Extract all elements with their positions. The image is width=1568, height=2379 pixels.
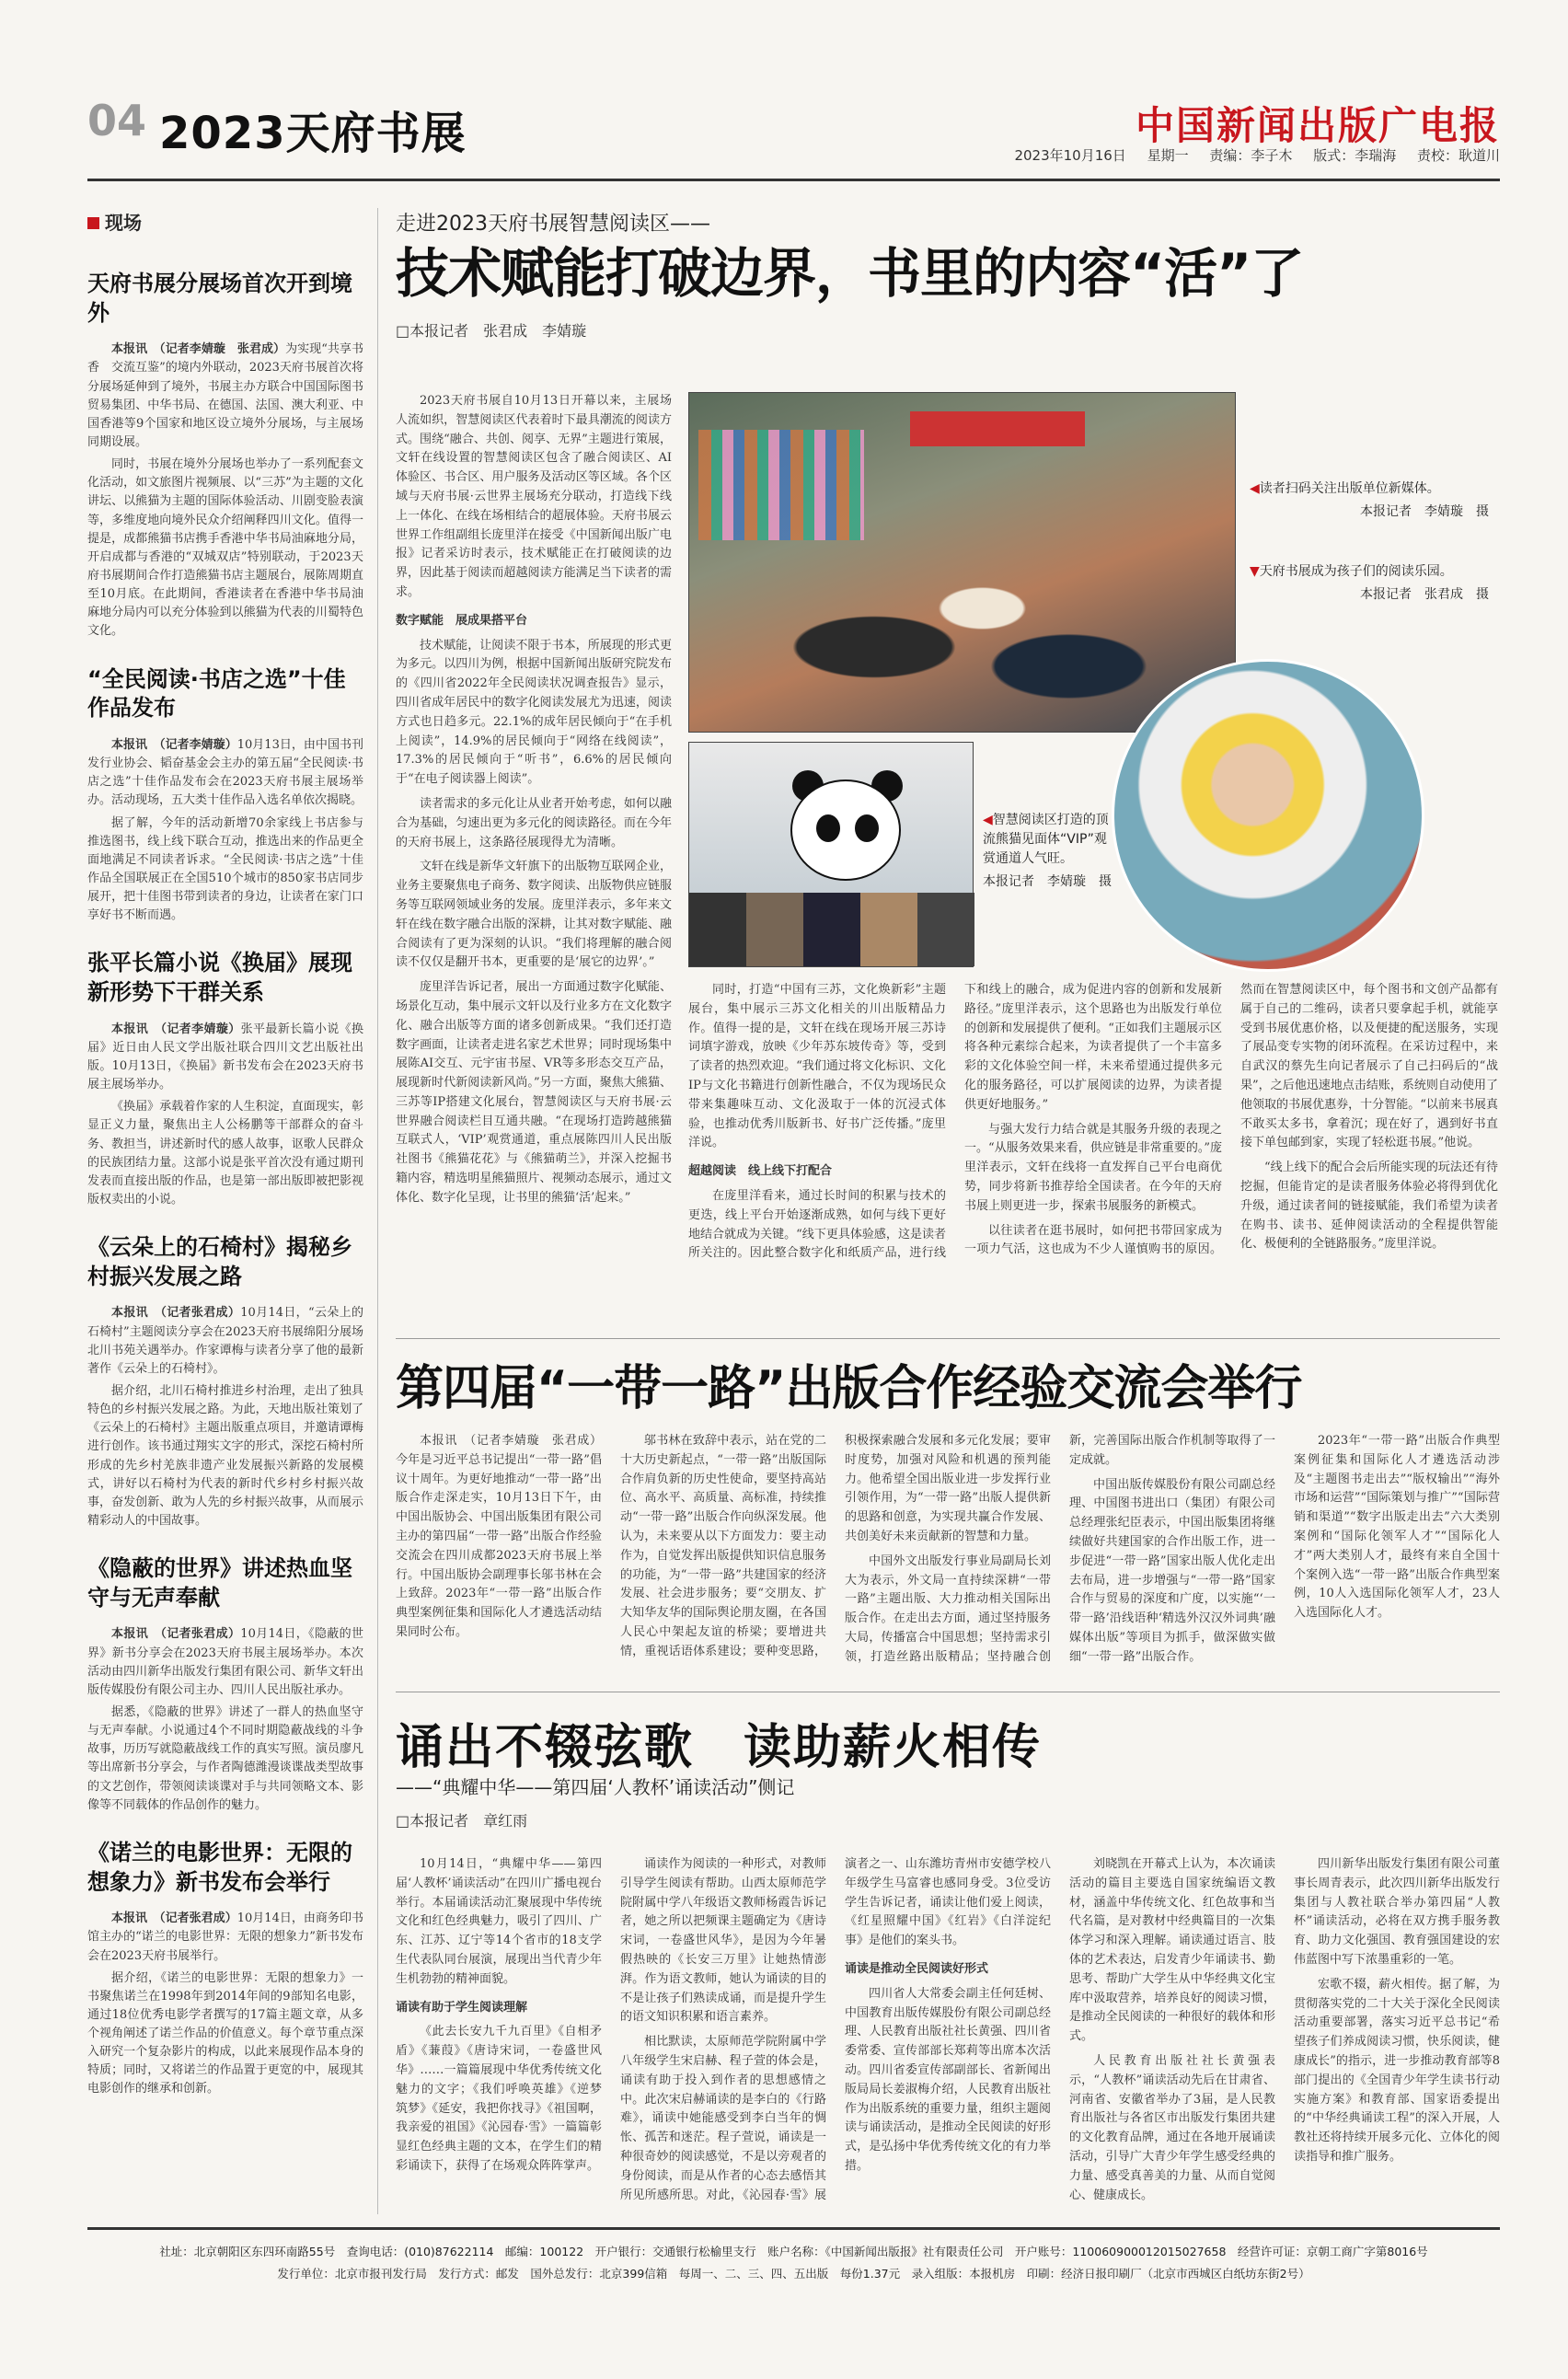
panda-eye-icon: [855, 814, 879, 842]
issue-weekday: 星期一: [1147, 147, 1189, 164]
sidebar-story-byline: 本报讯 （记者李婧璇）: [111, 737, 237, 752]
story1-kicker: 走进2023天府书展智慧阅读区——: [396, 213, 710, 236]
story1-subhead-1: 数字赋能 展成果搭平台: [396, 613, 528, 628]
story3-headline: 诵出不辍弦歌 读助薪火相传: [396, 1720, 1043, 1775]
panda-exhibit-photo: [688, 742, 974, 967]
sidebar-story-paragraph: 据介绍，《诺兰的电影世界：无限的想象力》一书聚焦诺兰在1998年到2014年间的9部知名电影，通过18位优秀电影学者撰写的17篇主题文章，从多个视角阐述了诺兰作品的价值意义。每个章节重点深入研究一个复杂影片的构成，以此来展现作品本身的特质；同时，又将诺兰的作品置于更宽的中，展现其电影创作的继承和创新。: [87, 1970, 363, 2096]
paragraph: 刘晓凯在开幕式上认为，本次诵读活动的篇目主要选自国家统编语文教材，涵盖中华传统文化、红色故事和当代名篇，是对教材中经典篇目的一次集体学习和深入理解。诵读通过语言、肢体的艺术表达，启发青少年诵读书、勤思考、帮助广大学生从中华经典文化宝库中汲取营养，培养良好的阅读习惯，是推动全民阅读的一种很好的载体和形式。: [1069, 1857, 1275, 2044]
story3-subhead-1: 诵读有助于学生阅读理解: [396, 2000, 528, 2015]
story1-lead: [396, 392, 672, 603]
photo-caption-3: [983, 811, 1112, 892]
issue-date: 2023年10月16日: [1014, 147, 1126, 164]
triangle-down-icon: ▼: [1250, 564, 1260, 579]
issue-meta: [997, 145, 1500, 165]
sidebar-story-title: 张平长篇小说《换届》展现新形势下干群关系: [87, 950, 352, 1006]
caption-2-text: 天府书展成为孩子们的阅读乐园。: [1259, 564, 1453, 579]
story1-subhead-2: 超越阅读 线上线下打配合: [688, 1164, 833, 1179]
story1-left-column: [396, 392, 672, 1322]
issue-proof: 责校：耿道川: [1416, 147, 1500, 164]
paragraph: “线上线下的配合会后所能实现的玩法还有待挖掘，但能肯定的是读者服务体验必将得到优化升级，通过读者间的链接赋能，我们希望为读者在购书、读书、延伸阅读活动的全程提供智能化、极便利的全链路服务。”庞里洋说。: [1240, 1161, 1498, 1252]
photo-collage: [688, 392, 1498, 967]
column-divider: [377, 208, 378, 2214]
sidebar-story-paragraph: 本报讯 （记者李婧璇）10月13日，由中国书刊发行业协会、韬奋基金会主办的第五届“全民阅读·书店之选”十佳作品发布会在2023天府书展主展场举办。活动现场，五大类十佳作品入选名单依次揭晓。: [87, 737, 363, 808]
story1-body1: [396, 637, 672, 1208]
story2-text: [396, 1432, 1500, 1680]
paragraph: 中国外文出版发行事业局副局长刘大为表示，外文局一直持续深耕“一带一路”主题出版、大力推动相关国际出版合作。在走出去方面，通过坚持服务大局，传播富合中国思想；坚持需求引领，打造丝路出版精品；坚持融合创新，完善国际出版合作机制等取得了一定成就。: [845, 1434, 1275, 1664]
paragraph: 10月14日，“典耀中华——第四届‘人教杯’诵读活动”在四川广播电视台举行。本届诵读活动汇聚展现中华传统文化和红色经典魅力，吸引了四川、广东、江苏、辽宁等14个省市的18支学生代表队同台展演，展现出当代青少年生机勃勃的精神面貌。: [396, 1857, 602, 1986]
triangle-left-icon: ◀: [983, 813, 993, 827]
story1-headline: 技术赋能打破边界，书里的内容“活”了: [396, 242, 1304, 305]
newspaper-logo: 中国新闻出版广电报: [1135, 103, 1500, 148]
panda-face-icon: [790, 780, 901, 881]
page-number: 04: [87, 96, 147, 145]
paragraph: 诵读作为阅读的一种形式，对教师引导学生阅读有帮助。山西太原师范学院附属中学八年级语文教师杨霞告诉记者，她之所以把频课主题确定为《唐诗宋词，一卷盛世风华》，是因为今年暑假热映的《长安三万里》让她热情澎湃。作为语文教师，她认为诵读的目的不是让孩子们熟读成诵，而是提升学生的语文知识积累和语言素养。: [620, 1857, 826, 2025]
paragraph: 庞里洋告诉记者，展出一方面通过数字化赋能、场景化互动，集中展示文轩以及行业多方在文化数字化、融合出版等方面的诸多创新成果。“我们还打造数字画面，让读者走进名家艺术世界；同时现场集中展陈AI交互、元宇宙书屋、VR等多形态交互产品，展现新时代新阅读新风尚。”另一方面，聚焦大熊猫、三苏等IP搭建文化展台，智慧阅读区与天府书展·云世界融合阅读栏目互通共融。“在现场打造跨越熊猫互联式人，‘VIP’观赏通道，重点展陈四川人民出版社图书《熊猫花花》与《熊猫萌兰》，并深入挖掘书籍内容，精选明星熊猫照片、视频动态展示，通过文体化、数字化呈现，让书里的熊猫‘活’起来。”: [396, 980, 672, 1205]
bookfair-crowd-photo: [688, 392, 1236, 733]
sidebar-story-byline: 本报讯 （记者李婧璇）: [111, 1022, 241, 1036]
crowd-graphic: [689, 893, 974, 966]
story3-byline: □本报记者 章红雨: [396, 1812, 528, 1830]
story3-columns: [396, 1855, 1500, 2379]
issue-designer: 版式：李瑞海: [1313, 147, 1397, 164]
page-title: 2023天府书展: [159, 108, 467, 159]
footer-line-1: 社址：北京朝阳区东四环南路55号 查询电话：(010)87622114 邮编：100122 开户银行：交通银行松榆里支行 账户名称：《中国新闻出版报》社有限责任公司 开户账号：110060900012015027658 经营许可证：京朝工商广字第8016号: [159, 2245, 1428, 2258]
paragraph: 2023年“一带一路”出版合作典型案例征集和国际化人才遴选活动涉及“主题图书走出去”“版权输出”“海外市场和运营”“国际策划与推广”“国际营销和渠道”“数字出版走出去”六大类别案例和“国际化领军人才”“国际化人才”两大类别人才，最终有来自全国十个案例入选“一带一路”出版合作典型案例，10人入选国际化领军人才，23人入选国际化人才。: [1294, 1434, 1500, 1621]
story1-col2-text: [688, 981, 946, 1153]
story3-col-a: [396, 1855, 1500, 2379]
sidebar-story-title: 《诺兰的电影世界：无限的想象力》新书发布会举行: [87, 1839, 352, 1895]
issue-editor: 责编：李子木: [1209, 147, 1293, 164]
main-content: [396, 208, 1500, 2205]
caption-2-credit: 本报记者 张君成 摄: [1360, 587, 1489, 602]
paragraph: 邬书林在致辞中表示，站在党的二十大历史新起点，“一带一路”出版国际合作肩负新的历史性使命，要坚持高站位、高水平、高质量、高标准，持续推动“一带一路”出版合作向纵深发展。他认为，未来要从以下方面发力：要主动作为，自觉发挥出版提供知识信息服务的功能，为“一带一路”共建国家的经济发展、社会进步服务；要“交朋友、扩大知华友华的国际舆论朋友圈，在各国人民心中架起友谊的桥梁；要增进共情，重视话语体系建设；要种变思路，积极探索融合发展和多元化发展；要审时度势，加强对风险和机遇的预判能力。他希望全国出版业进一步发挥行业引领作用，为“一带一路”出版人提供新的思路和创意，为实现共赢合作发展、共创美好未来贡献新的智慧和力量。: [620, 1434, 1051, 1658]
visitors-graphic: [744, 531, 1177, 724]
caption-1-text: 读者扫码关注出版单位新媒体。: [1259, 481, 1440, 496]
sidebar-story: [87, 1233, 363, 1530]
sidebar-story-paragraph: 本报讯 （记者张君成）10月14日，“云朵上的石椅村”主题阅读分享会在2023天府书展绵阳分展场北川书苑关遇举办。作家谭梅与读者分享了他的最新著作《云朵上的石椅村》。: [87, 1306, 363, 1376]
sidebar-story-title: 天府书展分展场首次开到境外: [87, 271, 352, 326]
sidebar-story: [87, 1554, 363, 1815]
booth-banner: [910, 411, 1085, 446]
sidebar-story-byline: 本报讯 （记者张君成）: [111, 1911, 237, 1926]
paragraph: 同时，打造“中国有三苏，文化焕新彩”主题展台，集中展示三苏文化相关的川出版精品力作。值得一提的是，文轩在线在现场开展三苏诗词填字游戏，放映《少年苏东坡传奇》等，受到了读者的热烈欢迎。“我们通过将文化标识、文化IP与文化书籍进行创新性融合，不仅为现场民众带来集趣味互动、文化汲取于一体的沉浸式体验，也推动优秀川版新书、好书广泛传播。”庞里洋说。: [688, 983, 946, 1150]
photo-caption-1: [1250, 479, 1489, 522]
caption-1-credit: 本报记者 李婧璇 摄: [1360, 504, 1489, 519]
paragraph: 四川新华出版发行集团有限公司董事长周青表示，此次四川新华出版发行集团与人教社联合举办第四届“人教杯”诵读活动，必将在双方携手服务教育、助力文化强国、教育强国建设的宏伟蓝图中写下浓墨重彩的一笔。: [1294, 1857, 1500, 1967]
masthead: [87, 96, 1500, 162]
sidebar-story: [87, 1839, 363, 2099]
child-reading-photo: [1112, 659, 1424, 972]
photo-caption-2: [1250, 562, 1489, 605]
triangle-left-icon: ◀: [1250, 481, 1260, 496]
caption-3-text: 智慧阅读区打造的顶流熊猫见面体“VIP”观赏通道人气旺。: [983, 813, 1109, 866]
sidebar-story-title: 《隐蔽的世界》讲述热血坚守与无声奉献: [87, 1555, 352, 1611]
paragraph: 四川省人大常委会副主任何廷树、中国教育出版传媒股份有限公司副总经理、人民教育出版社社长黄强、四川省委常委、宣传部部长郑莉等出席本次活动。四川省委宣传部副部长、省新闻出版局局长姜淑梅介绍，人民教育出版社作为出版系统的重要力量，组织主题阅读与诵读活动，是推动全民阅读的好形式，是弘扬中华优秀传统文化的有力举措。: [845, 1986, 1051, 2173]
story1-columns: [688, 981, 1498, 1340]
sidebar-story-paragraph: 本报讯 （记者张君成）10月14日，《隐蔽的世界》新书分享会在2023天府书展主展场举办。本次活动由四川新华出版发行集团有限公司、新华文轩出版传媒股份有限公司主办、四川人民出版社承办。: [87, 1627, 363, 1697]
section-tag: [87, 208, 363, 235]
sidebar-story: [87, 270, 363, 641]
sidebar-story: [87, 665, 363, 926]
section-rule: [396, 1338, 1500, 1339]
story3-subtitle: ——“典耀中华——第四届‘人教杯’诵读活动”侧记: [396, 1776, 795, 1798]
sidebar-story: [87, 949, 363, 1209]
story3-col1-text: [396, 1855, 602, 1990]
paragraph: 宏歌不辍，薪火相传。据了解，为贯彻落实党的二十大关于深化全民阅读活动重要部署，落实习近平总书记“希望孩子们养成阅读习惯，快乐阅读，健康成长”的指示，进一步推动教育部等8部门提出的《全国青少年学生读书行动实施方案》和教育部、国家语委提出的“中华经典诵读工程”的深入开展，人教社还将持续开展多元化、立体化的阅读指导和推广服务。: [1294, 1977, 1500, 2164]
paragraph: 《此去长安九千九百里》《自相矛盾》《蒹葭》《唐诗宋词，一卷盛世风华》……一篇篇展现中华优秀传统文化魅力的文字；《我们呼唤英雄》《逆梦 筑梦》《延安，我把你找寻》《祖国啊，我亲爱的祖国》《沁园春·雪》一篇篇彰显红色经典主题的文本，在学生们的精彩诵读下，获得了在场观众阵阵掌声。: [396, 2025, 602, 2173]
paragraph: 读者需求的多元化让从业者开始考虑，如何以融合为基础，匀速出更为多元化的阅读路径。而在今年的天府书展上，这条路径展现得尤为清晰。: [396, 796, 672, 849]
story1-byline: □本报记者 张君成 李婧璇: [396, 321, 587, 340]
footer-line-2: 发行单位：北京市报刊发行局 发行方式：邮发 国外总发行：北京399信箱 每周一、二、三、四、五出版 每份1.37元 录入组版：本报机房 印刷：经济日报印刷厂（北京市西城区白纸坊东街2号）: [277, 2266, 1310, 2281]
sidebar-story-paragraph: 据了解，今年的活动新增70余家线上书店参与推选图书，线上线下联合互动，推选出来的作品更全面地满足不同读者诉求。“全民阅读·书店之选”十佳作品全国联展正在全国510个城市的850家书店同步展开，把十佳图书带到读者的身边，让读者在家门口享好书不断而遇。: [87, 815, 363, 923]
red-square-icon: [87, 217, 99, 229]
top-rule: [87, 179, 1500, 181]
sidebar-story-title: 《云朵上的石椅村》揭秘乡村振兴发展之路: [87, 1234, 352, 1289]
sidebar-story-paragraph: 据介绍，北川石椅村推进乡村治理，走出了独具特色的乡村振兴发展之路。为此，天地出版社策划了《云朵上的石椅村》主题出版重点项目，并邀请谭梅进行创作。该书通过翔实文字的形式，深挖石椅村所形成的先乡村羌族非遗产业发展振兴新路的发展模式，讲好以石椅村为代表的新时代乡村乡村振兴故事，奋发创新、敢为人先的乡村振兴故事，从而展示精彩动人的中国故事。: [87, 1384, 363, 1528]
sidebar-story-title: “全民阅读·书店之选”十佳作品发布: [87, 665, 346, 722]
sidebar-story-paragraph: 本报讯 （记者李婧璇）张平最新长篇小说《换届》近日由人民文学出版社联合四川文艺出版社出版。10月13日，《换届》新书发布会在2023天府书展主展场举办。: [87, 1022, 363, 1092]
sidebar-story-byline: 本报讯 （记者李婧璇 张君成）: [111, 342, 286, 357]
sidebar-news-column: [87, 208, 363, 2205]
paragraph: 相比默读，太原师范学院附属中学八年级学生宋启赫、程子萱的体会是，诵读有助于投入到作者的思想感情之中。此次宋启赫诵读的是李白的《行路难》，诵读中她能感受到李白当年的惆怅、孤苦和迷茫。程子萱说，诵读是一种很奇妙的阅读感觉，不是以旁观者的身份阅读，而是从作者的心态去感悟其所见所感所思。对此，《沁园春·雪》展演者之一、山东潍坊青州市安德学校八年级学生马富睿也感同身受。3位受访学生告诉记者，诵读让他们爱上阅读，《红星照耀中国》《红岩》《白洋淀纪事》是他们的案头书。: [620, 1857, 1051, 2202]
paragraph: 在庞里洋看来，通过长时间的积累与技术的更迭，线上平台开始逐渐成熟，如何与线下更好地结合就成为关键。“线下更具体验感，这是读者所关注的。因此整合数字化和纸质产品，进行线下和线上的融合，成为促进内容的创新和发展新路径。”庞里洋表示，这个思路也为出版发行单位的创新和发展提供了便利。“正如我们主题展示区将各种元素综合起来，为读者提供了一个丰富多彩的文化体验空间一样，未来希望通过提供多元化的服务路径，可以扩展阅读的边界，为读者提供更好地服务。”: [688, 983, 1222, 1261]
sidebar-story-paragraph: 本报讯 （记者张君成）10月14日，由商务印书馆主办的“诺兰的电影世界：无限的想象力”新书发布会在2023天府书展举行。: [87, 1911, 363, 1963]
paragraph: 人民教育出版社社长黄强表示，“人教杯”诵读活动先后在甘肃省、河南省、安徽省举办了3届，是人民教育出版社与各省区市出版发行集团共建的文化教育品牌，通过在各地开展诵读活动，引导广大青少年学生感受经典的力量、感受真善美的力量、从而自觉阅心、健康成长。: [1069, 2053, 1275, 2202]
story2-columns: [396, 1432, 1500, 1680]
story1-col-a: [688, 981, 1498, 1340]
paragraph: 2023天府书展自10月13日开幕以来，主展场人流如织，智慧阅读区代表着时下最具潮流的阅读方式。围绕“融合、共创、阅享、无界”主题进行策展，文轩在线设置的智慧阅读区包含了融合阅读区、AI体验区、书合区、用户服务及活动区等区域。各个区域与天府书展·云世界主展场充分联动，打造线下线上一体化、在线在场相结合的超展体验。天府书展云世界工作组副组长庞里洋在接受《中国新闻出版广电报》记者采访时表示，技术赋能正在打破阅读的边界，因此基于阅读而超越阅读方能满足当下读者的需求。: [396, 394, 672, 599]
section-label: 现场: [105, 212, 142, 234]
footer: [87, 2227, 1500, 2285]
story2-headline: 第四届“一带一路”出版合作经验交流会举行: [396, 1361, 1302, 1416]
story3-subhead-2: 诵读是推动全民阅读好形式: [845, 1961, 989, 1976]
sidebar-story-paragraph: 同时，书展在境外分展场也举办了一系列配套文化活动，如文旅图片视频展、以“三苏”为主题的文化讲坛、以熊猫为主题的国际体验活动、川剧变脸表演等，多维度地向境外民众介绍阐释四川文化。值得一提是，成都熊猫书店携手香港中华书局油麻地分局，开启成都与香港的“双城双店”特别联动，于2023天府书展期间合作打造熊猫书店主题展台，展陈周期直至10月底。在此期间，香港读者在香港中华书局油麻地分局内可以充分体验到以熊猫为代表的川蜀特色文化。: [87, 457, 363, 639]
sidebar-story-byline: 本报讯 （记者张君成）: [111, 1627, 241, 1642]
sidebar-story-paragraph: 本报讯 （记者李婧璇 张君成）为实现“共享书香 交流互鉴”的境内外联动，2023天府书展首次将分展场延伸到了境外，书展主办方联合中国国际图书贸易集团、中华书局、在德国、法国、澳大利亚、中国香港等9个国家和地区设立境外分展场，与主展场同期设展。: [87, 342, 363, 450]
bookshelf-graphic: [698, 430, 864, 540]
paragraph: 以往读者在逛书展时，如何把书带回家成为一项力气活，这也成为不少人谨慎购书的原因。然而在智慧阅读区中，每个图书和文创产品都有属于自己的二维码，读者只要拿起手机，就能享受到书展优惠价格，以及便捷的配送服务，实现了展品变专实物的闭环流程。在采访过程中，来自武汉的蔡先生向记者展示了自己扫码后的“战果”，之后他迅速地点击结账，系统则自动使用了他领取的书展优惠券，十分智能。“以前来书展真不敢买太多书，拿着沉；现在好了，遇到好书直接下单包邮到家，实现了轻松逛书展。”他说。: [964, 983, 1498, 1257]
sidebar-story-byline: 本报讯 （记者张君成）: [111, 1306, 241, 1321]
sidebar-story-paragraph: 据悉，《隐蔽的世界》讲述了一群人的热血坚守与无声奉献。小说通过4个不同时期隐蔽战线的斗争故事，历历写就隐蔽战线工作的真实写照。演员廖凡等出席新书分享会，与作者陶德潍漫谈谍战类型故事的文艺创作，带领阅读谈谍对手与共同领略文本、影像等不同载体的作品创作的魅力。: [87, 1705, 363, 1812]
caption-3-credit: 本报记者 李婧璇 摄: [983, 874, 1112, 889]
sidebar-story-paragraph: 《换届》承载着作家的人生积淀，直面现实，彰显正义力量，聚焦出主人公杨鹏等干部群众的奋斗务、教担当，讲述新时代的感人故事，讴歌人民群众的民族团结力量。这部小说是张平首次没有通过期刊发表而直接出版的作品，也是第一部出版即被把影视版权卖出的小说。: [87, 1100, 363, 1207]
paragraph: 文轩在线是新华文轩旗下的出版物互联网企业，业务主要聚焦电子商务、数字阅读、出版物供应链服务等互联网领域业务的发展。庞里洋表示，多年来文轩在线在数字融合出版的深耕，让其对数字赋能、融合阅读有了更为深刻的认识。“我们将理解的融合阅读不仅仅是翻开书本，更重要的是‘展它的边界’。”: [396, 860, 672, 970]
paragraph: 本报讯 （记者李婧璇 张君成）今年是习近平总书记提出“一带一路”倡议十周年。为更好地推动“一带一路”出版合作走深走实，10月13日下午，由中国出版协会、中国出版集团有限公司主办的第四届“一带一路”出版合作经验交流会在四川成都2023天府书展上举行。中国出版协会副理事长邬书林在会上致辞。2023年“一带一路”出版合作典型案例征集和国际化人才遴选活动结果同时公布。: [396, 1434, 602, 1639]
paragraph: 中国出版传媒股份有限公司副总经理、中国图书进出口（集团）有限公司总经理张纪臣表示，中国出版集团将继续做好共建国家的合作出版工作，进一步促进“一带一路”国家出版人优化走出去布局，进一步增强与“一带一路”国家合作与贸易的深度和广度，以实施“‘一带一路’沿线语种‘精选外汉汉外词典’融媒体出版”等项目为抓手，做深做实做细“一带一路”出版合作。: [1069, 1477, 1275, 1664]
paragraph: 与强大发行力结合就是其服务升级的表现之一。“从服务效果来看，供应链是非常重要的。”庞里洋表示，文轩在线将一直发挥自己平台电商优势，同步将新书推荐给全国读者。在今年的天府书展上则更进一步，探索书展服务的新模式。: [964, 1122, 1222, 1213]
paragraph: 技术赋能，让阅读不限于书本，所展现的形式更为多元。以四川为例，根据中国新闻出版研究院发布的《四川省2022年全民阅读状况调查报告》显示，四川省成年居民中的数字化阅读发展尤为迅速，阅读方式也日趋多元。22.1%的成年居民倾向于“在手机上阅读”，14.9%的居民倾向于“网络在线阅读”，17.3%的居民倾向于“听书”，6.6%的居民倾向于“在电子阅读器上阅读”。: [396, 638, 672, 787]
panda-eye-icon: [816, 814, 840, 842]
